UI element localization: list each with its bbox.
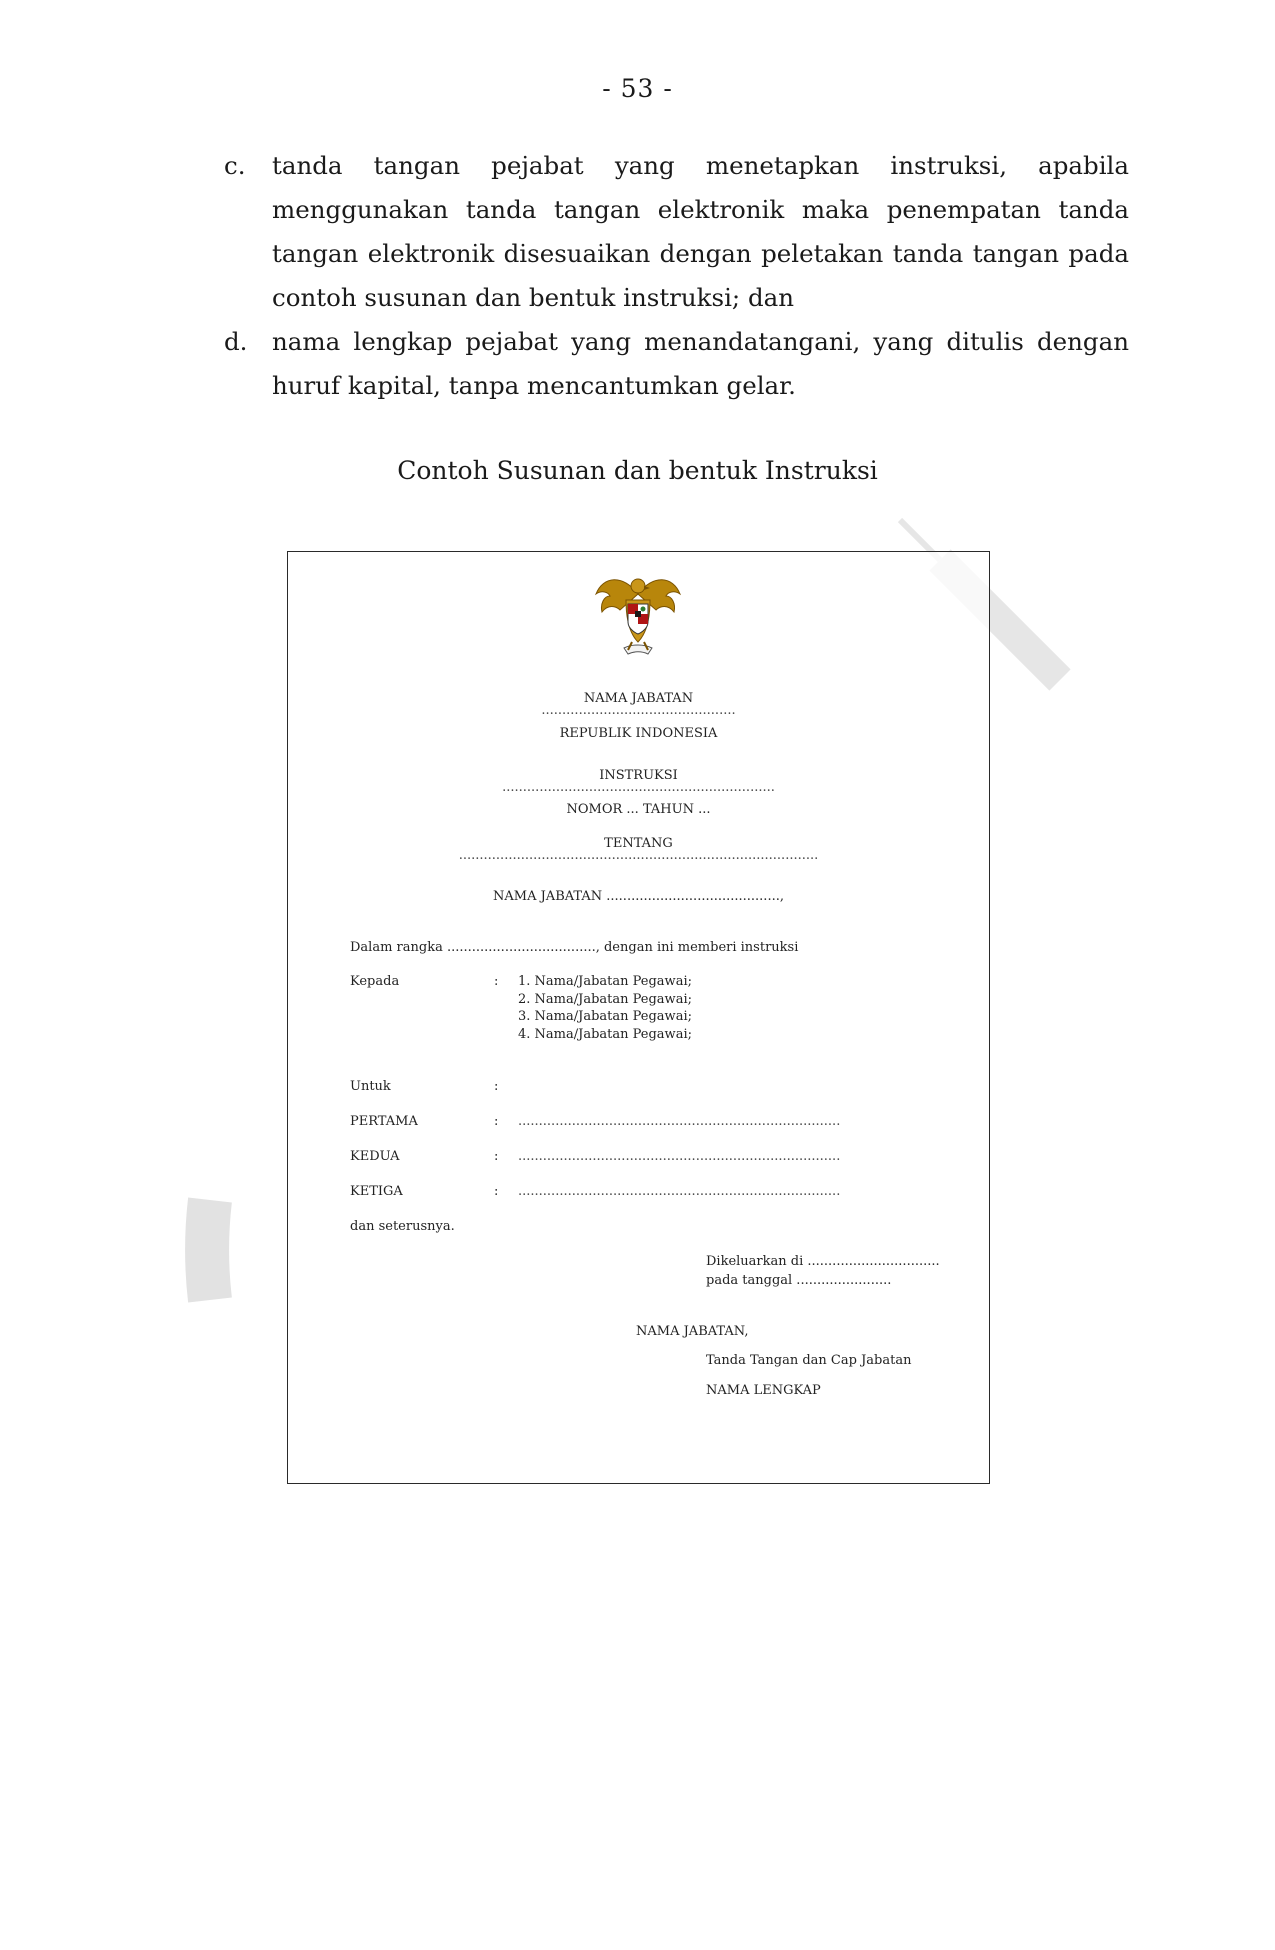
colon: :	[494, 1079, 499, 1094]
figure-caption: Contoh Susunan dan bentuk Instruksi	[397, 456, 878, 485]
header-nomor-tahun: NOMOR ... TAHUN ...	[566, 802, 711, 817]
list-item-c	[224, 144, 1129, 320]
nama-jabatan-line: NAMA JABATAN ..........................................,	[493, 889, 784, 904]
signature-nama-lengkap: NAMA LENGKAP	[706, 1383, 821, 1398]
colon: :	[494, 974, 499, 989]
kepada-list-item: 2. Nama/Jabatan Pegawai;	[518, 992, 692, 1007]
list-item-text: tanda tangan pejabat yang menetapkan instruksi, apabila menggunakan tanda tangan elektronik maka penempatan tanda tangan elektronik disesuaikan dengan peletakan tanda tangan pada contoh susunan dan bentuk instruksi; dan	[272, 151, 1129, 312]
pada-tanggal: pada tanggal .......................	[706, 1273, 892, 1288]
diktum-dots: ..............................................................................	[518, 1114, 841, 1129]
diktum-label: PERTAMA	[350, 1114, 418, 1129]
garuda-emblem-icon	[588, 564, 688, 664]
instruction-template-box	[287, 551, 990, 1484]
dotted-line: ...............................................	[541, 703, 736, 718]
signature-placeholder: Tanda Tangan dan Cap Jabatan	[706, 1353, 912, 1368]
header-instruksi: INSTRUKSI	[599, 768, 678, 783]
signature-nama-jabatan: NAMA JABATAN,	[636, 1324, 749, 1339]
page-number: - 53 -	[602, 74, 673, 103]
dikeluarkan-di: Dikeluarkan di ................................	[706, 1254, 940, 1269]
diktum-label: KEDUA	[350, 1149, 400, 1164]
dan-seterusnya: dan seterusnya.	[350, 1219, 455, 1234]
diktum-label: KETIGA	[350, 1184, 403, 1199]
colon: :	[494, 1184, 499, 1199]
header-tentang: TENTANG	[604, 836, 673, 851]
list-marker: c.	[224, 151, 246, 180]
header-republik-indonesia: REPUBLIK INDONESIA	[559, 726, 718, 741]
dalam-rangka-line: Dalam rangka ...................................., dengan ini memberi instruksi	[350, 940, 799, 955]
kepada-label: Kepada	[350, 974, 400, 989]
list-marker: d.	[224, 327, 248, 356]
colon: :	[494, 1149, 499, 1164]
kepada-list-item: 3. Nama/Jabatan Pegawai;	[518, 1009, 692, 1024]
list-item-d	[224, 320, 1129, 408]
list-item-text: nama lengkap pejabat yang menandatangani, yang ditulis dengan huruf kapital, tanpa mencantumkan gelar.	[272, 327, 1129, 400]
diktum-dots: ..............................................................................	[518, 1149, 841, 1164]
untuk-label: Untuk	[350, 1079, 391, 1094]
kepada-list-item: 1. Nama/Jabatan Pegawai;	[518, 974, 692, 989]
kepada-list-item: 4. Nama/Jabatan Pegawai;	[518, 1027, 692, 1042]
dotted-line: .......................................................................................	[458, 848, 819, 863]
diktum-dots: ..............................................................................	[518, 1184, 841, 1199]
header-nama-jabatan: NAMA JABATAN	[583, 691, 694, 706]
dotted-line: ..................................................................	[502, 780, 775, 795]
colon: :	[494, 1114, 499, 1129]
